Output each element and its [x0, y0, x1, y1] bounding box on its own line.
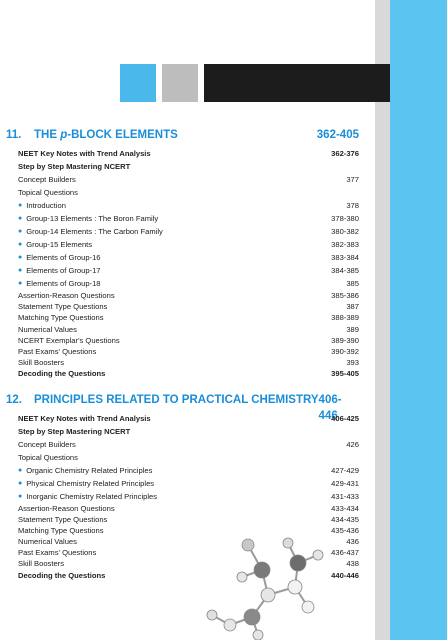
toc-entry-pages: 395-405	[331, 369, 359, 379]
toc-entry	[18, 558, 64, 569]
toc-entry	[18, 547, 96, 558]
chapter-title	[6, 127, 178, 143]
chapter-title-italic: p	[60, 129, 68, 141]
bullet-dot-icon: ●	[18, 228, 23, 235]
toc-entry	[18, 368, 105, 379]
toc-entry	[18, 525, 104, 536]
toc-entry-row[interactable]	[6, 335, 359, 346]
toc-entry	[18, 490, 157, 503]
bullet-dot-icon: ●	[18, 241, 23, 248]
toc-entry-label: Introduction	[26, 201, 66, 210]
toc-entry-label: Group-13 Elements : The Boron Family	[26, 214, 159, 223]
toc-entry	[18, 301, 107, 312]
toc-entry-row[interactable]	[6, 160, 359, 173]
toc-entry	[18, 160, 130, 173]
toc-entry-row[interactable]	[6, 425, 359, 438]
table-of-contents	[6, 127, 359, 581]
toc-entry-pages: 436-437	[331, 548, 359, 558]
toc-entry-label: Concept Builders	[18, 439, 76, 449]
toc-entry	[18, 412, 151, 425]
toc-subtopic-row[interactable]	[6, 277, 359, 290]
toc-entry	[18, 212, 158, 225]
side-blue-strip	[390, 0, 447, 640]
toc-entry-pages: 380-382	[331, 227, 359, 236]
toc-entry-pages: 387	[346, 302, 359, 312]
toc-entry-row[interactable]	[6, 290, 359, 301]
toc-entry-pages: 435-436	[331, 525, 359, 535]
toc-entry-pages: 440-446	[331, 570, 359, 580]
toc-subtopic-row[interactable]	[6, 477, 359, 490]
chapter-title-suffix: -BLOCK ELEMENTS	[67, 129, 178, 141]
toc-entry	[18, 312, 104, 323]
chapter-heading[interactable]	[6, 127, 359, 143]
toc-entry-label: Matching Type Questions	[18, 525, 104, 535]
toc-entry-label: Group-14 Elements : The Carbon Family	[26, 227, 163, 236]
toc-entry-label: Step by Step Mastering NCERT	[18, 162, 131, 171]
toc-entry-label: Elements of Group-17	[26, 266, 101, 275]
toc-entry-label: Assertion-Reason Questions	[18, 503, 115, 513]
toc-entry-label: NCERT Exemplar's Questions	[18, 335, 120, 345]
toc-entry-row[interactable]	[6, 301, 359, 312]
toc-entry-label: Decoding the Questions	[18, 369, 106, 379]
toc-entry-label: Group-15 Elements	[26, 240, 93, 249]
toc-entry-pages: 382-383	[331, 240, 359, 249]
toc-entry-label: Elements of Group-16	[26, 253, 101, 262]
toc-entry	[18, 277, 101, 290]
bullet-dot-icon: ●	[18, 267, 23, 274]
toc-entry-row[interactable]	[6, 368, 359, 379]
toc-entry-pages: 393	[346, 358, 359, 368]
toc-entry	[18, 186, 78, 199]
toc-entry	[18, 335, 120, 346]
toc-entry-pages: 383-384	[331, 253, 359, 262]
toc-entry-label: Past Exams' Questions	[18, 548, 97, 558]
toc-entry-label: NEET Key Notes with Trend Analysis	[18, 413, 151, 423]
toc-entry-row[interactable]	[6, 438, 359, 451]
toc-entry	[18, 536, 77, 547]
toc-entry	[18, 290, 115, 301]
toc-entry-label: Assertion-Reason Questions	[18, 291, 115, 300]
toc-entry-row[interactable]	[6, 312, 359, 323]
toc-entry-pages: 385-386	[331, 291, 359, 300]
bullet-dot-icon: ●	[18, 202, 23, 209]
toc-entry-pages: 384-385	[331, 266, 359, 275]
toc-entry-row[interactable]	[6, 412, 359, 425]
toc-entry-pages: 438	[346, 559, 359, 569]
chapter-title-text: PRINCIPLES RELATED TO PRACTICAL CHEMISTRY	[34, 393, 319, 406]
toc-entry-label: Numerical Values	[18, 537, 77, 547]
toc-entry	[18, 225, 163, 238]
toc-entry-pages: 377	[346, 175, 359, 184]
toc-entry	[18, 464, 152, 477]
toc-entry-row[interactable]	[6, 514, 359, 525]
toc-entry	[18, 477, 154, 490]
toc-subtopic-row[interactable]	[6, 251, 359, 264]
toc-entry-pages: 436	[346, 537, 359, 547]
toc-entry-label: Organic Chemistry Related Principles	[26, 465, 153, 475]
chapter-pages: 362-405	[316, 129, 359, 141]
toc-entry	[18, 173, 76, 186]
toc-entry-label: Concept Builders	[18, 175, 76, 184]
toc-entry-label: Statement Type Questions	[18, 514, 108, 524]
toc-entry-label: Decoding the Questions	[18, 570, 106, 580]
toc-entry-label: Step by Step Mastering NCERT	[18, 426, 131, 436]
toc-entry	[18, 199, 66, 212]
toc-entry-pages: 388-389	[331, 313, 359, 323]
bullet-dot-icon: ●	[18, 254, 23, 261]
toc-entry-label: Numerical Values	[18, 324, 77, 334]
toc-entry	[18, 238, 92, 251]
toc-subtopic-row[interactable]	[6, 212, 359, 225]
chapter-title-text: THE	[34, 129, 61, 141]
toc-entry-label: NEET Key Notes with Trend Analysis	[18, 149, 151, 158]
header-block-gray	[162, 64, 198, 102]
header-block-black	[204, 64, 390, 102]
toc-entry-pages: 431-433	[331, 491, 359, 501]
bullet-dot-icon: ●	[18, 479, 23, 487]
toc-entry-row[interactable]	[6, 173, 359, 186]
toc-entry-pages: 390-392	[331, 346, 359, 356]
toc-entry-label: Skill Boosters	[18, 559, 65, 569]
toc-entry-pages: 389-390	[331, 335, 359, 345]
toc-entry-row[interactable]	[6, 324, 359, 335]
header-block-blue	[120, 64, 156, 102]
toc-entry	[18, 251, 101, 264]
toc-subtopic-row[interactable]	[6, 490, 359, 503]
toc-entry-label: Topical Questions	[18, 452, 78, 462]
chapter-number: 11.	[6, 129, 22, 141]
chapter-number: 12.	[6, 393, 22, 406]
toc-entry-pages: 406-425	[331, 413, 359, 423]
toc-entry-row[interactable]	[6, 346, 359, 357]
bullet-dot-icon: ●	[18, 215, 23, 222]
toc-entry	[18, 357, 64, 368]
toc-entry	[18, 324, 77, 335]
chapter-pages: 406-446	[318, 393, 342, 422]
bullet-dot-icon: ●	[18, 280, 23, 287]
toc-entry-label: Elements of Group-18	[26, 279, 101, 288]
toc-subtopic-row[interactable]	[6, 199, 359, 212]
toc-entry-row[interactable]	[6, 357, 359, 368]
bullet-dot-icon: ●	[18, 466, 23, 474]
toc-entry-label: Past Exams' Questions	[18, 346, 97, 356]
toc-entry-label: Skill Boosters	[18, 358, 65, 368]
toc-entry-label: Topical Questions	[18, 188, 78, 197]
toc-entry-label: Inorganic Chemistry Related Principles	[26, 491, 158, 501]
toc-entry-pages: 385	[346, 279, 359, 288]
toc-entry-pages: 434-435	[331, 514, 359, 524]
toc-entry-row[interactable]	[6, 451, 359, 464]
toc-entry-pages: 427-429	[331, 465, 359, 475]
toc-entry	[18, 147, 151, 160]
toc-entry-row[interactable]	[6, 147, 359, 160]
toc-entry-row[interactable]	[6, 186, 359, 199]
toc-entry-row[interactable]	[6, 503, 359, 514]
toc-subtopic-row[interactable]	[6, 225, 359, 238]
toc-entry-pages: 433-434	[331, 503, 359, 513]
toc-entry-label: Physical Chemistry Related Principles	[26, 478, 155, 488]
toc-entry-label: Statement Type Questions	[18, 302, 108, 312]
toc-entry-pages: 378-380	[331, 214, 359, 223]
toc-subtopic-row[interactable]	[6, 238, 359, 251]
toc-entry	[18, 570, 105, 581]
bullet-dot-icon: ●	[18, 492, 23, 500]
toc-entry	[18, 264, 101, 277]
chapter-title	[6, 392, 319, 408]
toc-entry	[18, 425, 130, 438]
toc-entry-pages: 378	[346, 201, 359, 210]
toc-entry-label: Matching Type Questions	[18, 313, 104, 323]
toc-entry-pages: 426	[346, 439, 359, 449]
toc-entry-pages: 362-376	[331, 149, 359, 158]
toc-entry	[18, 451, 78, 464]
toc-entry-pages: 389	[346, 324, 359, 334]
toc-entry-pages: 429-431	[331, 478, 359, 488]
toc-entry	[18, 438, 76, 451]
toc-subtopic-row[interactable]	[6, 264, 359, 277]
toc-entry	[18, 514, 107, 525]
toc-entry	[18, 503, 115, 514]
toc-subtopic-row[interactable]	[6, 464, 359, 477]
molecule-illustration	[190, 525, 350, 640]
toc-entry	[18, 346, 96, 357]
